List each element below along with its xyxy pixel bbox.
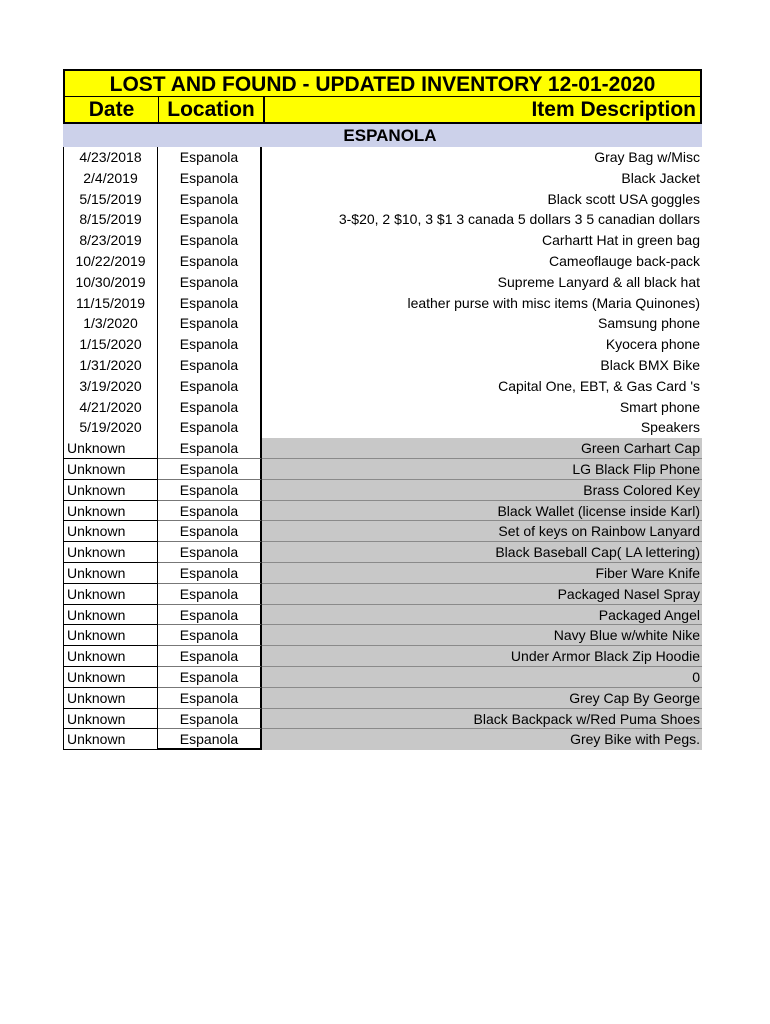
cell-location: Espanola bbox=[158, 209, 262, 230]
cell-date: 1/3/2020 bbox=[63, 313, 158, 334]
cell-description: leather purse with misc items (Maria Quinones) bbox=[407, 294, 700, 311]
cell-description: Grey Cap By George bbox=[262, 688, 702, 709]
cell-location: Espanola bbox=[158, 584, 262, 605]
cell-description: Green Carhart Cap bbox=[262, 438, 702, 459]
cell-description: Cameoflauge back-pack bbox=[549, 252, 700, 269]
cell-date: Unknown bbox=[63, 501, 158, 522]
cell-date: Unknown bbox=[63, 584, 158, 605]
cell-description: 0 bbox=[262, 667, 702, 688]
cell-date: Unknown bbox=[63, 480, 158, 501]
cell-date: Unknown bbox=[63, 688, 158, 709]
table-row bbox=[63, 355, 702, 376]
cell-description: Capital One, EBT, & Gas Card 's bbox=[498, 377, 700, 394]
cell-location: Espanola bbox=[158, 667, 262, 688]
table-row bbox=[63, 646, 702, 667]
cell-date: Unknown bbox=[63, 521, 158, 542]
cell-description: 3-$20, 2 $10, 3 $1 3 canada 5 dollars 3 5 canadian dollars bbox=[338, 211, 700, 228]
cell-date: 1/15/2020 bbox=[63, 334, 158, 355]
cell-location: Espanola bbox=[158, 417, 262, 438]
table-row bbox=[63, 334, 702, 355]
cell-location: Espanola bbox=[158, 459, 262, 480]
table-row bbox=[63, 688, 702, 709]
sheet-title: LOST AND FOUND - UPDATED INVENTORY 12-01-2020 bbox=[63, 69, 702, 97]
cell-description: Black BMX Bike bbox=[600, 356, 700, 373]
cell-location: Espanola bbox=[158, 438, 262, 459]
cell-date: 4/23/2018 bbox=[63, 147, 158, 168]
cell-description: Black Jacket bbox=[621, 169, 700, 186]
table-row bbox=[63, 542, 702, 563]
cell-location: Espanola bbox=[158, 313, 262, 334]
cell-date: Unknown bbox=[63, 667, 158, 688]
cell-date: 5/19/2020 bbox=[63, 417, 158, 438]
table-row bbox=[63, 625, 702, 646]
table-row bbox=[63, 605, 702, 626]
cell-date: Unknown bbox=[63, 625, 158, 646]
cell-location: Espanola bbox=[158, 646, 262, 667]
cell-date: 5/15/2019 bbox=[63, 189, 158, 210]
table-row bbox=[63, 209, 702, 230]
section-label: ESPANOLA bbox=[343, 126, 437, 145]
cell-date: Unknown bbox=[63, 459, 158, 480]
cell-date: Unknown bbox=[63, 605, 158, 626]
table-row bbox=[63, 251, 702, 272]
cell-location: Espanola bbox=[158, 729, 262, 750]
cell-location: Espanola bbox=[158, 334, 262, 355]
cell-description: Supreme Lanyard & all black hat bbox=[497, 273, 700, 290]
table-row bbox=[63, 438, 702, 459]
cell-location: Espanola bbox=[158, 272, 262, 293]
table-row bbox=[63, 168, 702, 189]
cell-date: 8/23/2019 bbox=[63, 230, 158, 251]
table-row bbox=[63, 189, 702, 210]
table-row bbox=[63, 521, 702, 542]
table-row bbox=[63, 480, 702, 501]
cell-location: Espanola bbox=[158, 521, 262, 542]
cell-location: Espanola bbox=[158, 355, 262, 376]
cell-description: Packaged Nasel Spray bbox=[262, 584, 702, 605]
cell-date: Unknown bbox=[63, 438, 158, 459]
header-location: Location bbox=[159, 97, 265, 122]
table-row bbox=[63, 293, 702, 314]
cell-description: Black Baseball Cap( LA lettering) bbox=[262, 542, 702, 563]
item-rows bbox=[63, 147, 702, 750]
cell-location: Espanola bbox=[158, 251, 262, 272]
cell-location: Espanola bbox=[158, 542, 262, 563]
cell-description: Brass Colored Key bbox=[262, 480, 702, 501]
cell-date: 4/21/2020 bbox=[63, 397, 158, 418]
cell-description: Navy Blue w/white Nike bbox=[262, 625, 702, 646]
table-row bbox=[63, 459, 702, 480]
cell-description: Samsung phone bbox=[598, 315, 700, 332]
table-row bbox=[63, 709, 702, 730]
cell-date: Unknown bbox=[63, 563, 158, 584]
cell-description: Black Wallet (license inside Karl) bbox=[262, 501, 702, 522]
cell-date: Unknown bbox=[63, 646, 158, 667]
cell-date: 1/31/2020 bbox=[63, 355, 158, 376]
table-row bbox=[63, 667, 702, 688]
cell-location: Espanola bbox=[158, 147, 262, 168]
cell-date: Unknown bbox=[63, 729, 158, 750]
cell-date: 2/4/2019 bbox=[63, 168, 158, 189]
cell-date: 11/15/2019 bbox=[63, 293, 158, 314]
cell-date: 10/22/2019 bbox=[63, 251, 158, 272]
cell-date: 3/19/2020 bbox=[63, 376, 158, 397]
table-row bbox=[63, 397, 702, 418]
section-row bbox=[63, 124, 702, 147]
cell-description: Speakers bbox=[640, 419, 700, 436]
table-row bbox=[63, 147, 702, 168]
cell-description: Grey Bike with Pegs. bbox=[262, 729, 702, 750]
cell-location: Espanola bbox=[158, 563, 262, 584]
cell-location: Espanola bbox=[158, 189, 262, 210]
cell-location: Espanola bbox=[158, 480, 262, 501]
header-description: Item Description bbox=[531, 98, 696, 121]
cell-location: Espanola bbox=[158, 625, 262, 646]
table-row bbox=[63, 272, 702, 293]
table-row bbox=[63, 501, 702, 522]
header-row bbox=[63, 97, 702, 124]
cell-description: Smart phone bbox=[619, 398, 700, 415]
table-row bbox=[63, 563, 702, 584]
header-date: Date bbox=[65, 97, 159, 122]
cell-location: Espanola bbox=[158, 397, 262, 418]
cell-date: Unknown bbox=[63, 542, 158, 563]
cell-date: Unknown bbox=[63, 709, 158, 730]
cell-location: Espanola bbox=[158, 501, 262, 522]
cell-location: Espanola bbox=[158, 605, 262, 626]
inventory-sheet bbox=[63, 69, 702, 750]
cell-location: Espanola bbox=[158, 168, 262, 189]
cell-description: LG Black Flip Phone bbox=[262, 459, 702, 480]
cell-description: Packaged Angel bbox=[262, 605, 702, 626]
cell-description: Set of keys on Rainbow Lanyard bbox=[262, 521, 702, 542]
cell-location: Espanola bbox=[158, 230, 262, 251]
cell-location: Espanola bbox=[158, 709, 262, 730]
cell-date: 10/30/2019 bbox=[63, 272, 158, 293]
table-row bbox=[63, 313, 702, 334]
cell-description: Black scott USA goggles bbox=[547, 190, 700, 207]
cell-description: Under Armor Black Zip Hoodie bbox=[262, 646, 702, 667]
cell-location: Espanola bbox=[158, 293, 262, 314]
table-row bbox=[63, 417, 702, 438]
table-row bbox=[63, 376, 702, 397]
cell-description: Black Backpack w/Red Puma Shoes bbox=[262, 709, 702, 730]
table-row bbox=[63, 584, 702, 605]
table-row bbox=[63, 729, 702, 750]
cell-location: Espanola bbox=[158, 376, 262, 397]
table-row bbox=[63, 230, 702, 251]
cell-description: Gray Bag w/Misc bbox=[594, 149, 700, 165]
cell-location: Espanola bbox=[158, 688, 262, 709]
cell-description: Kyocera phone bbox=[605, 336, 700, 353]
cell-description: Fiber Ware Knife bbox=[262, 563, 702, 584]
cell-date: 8/15/2019 bbox=[63, 209, 158, 230]
cell-description: Carhartt Hat in green bag bbox=[542, 232, 700, 249]
